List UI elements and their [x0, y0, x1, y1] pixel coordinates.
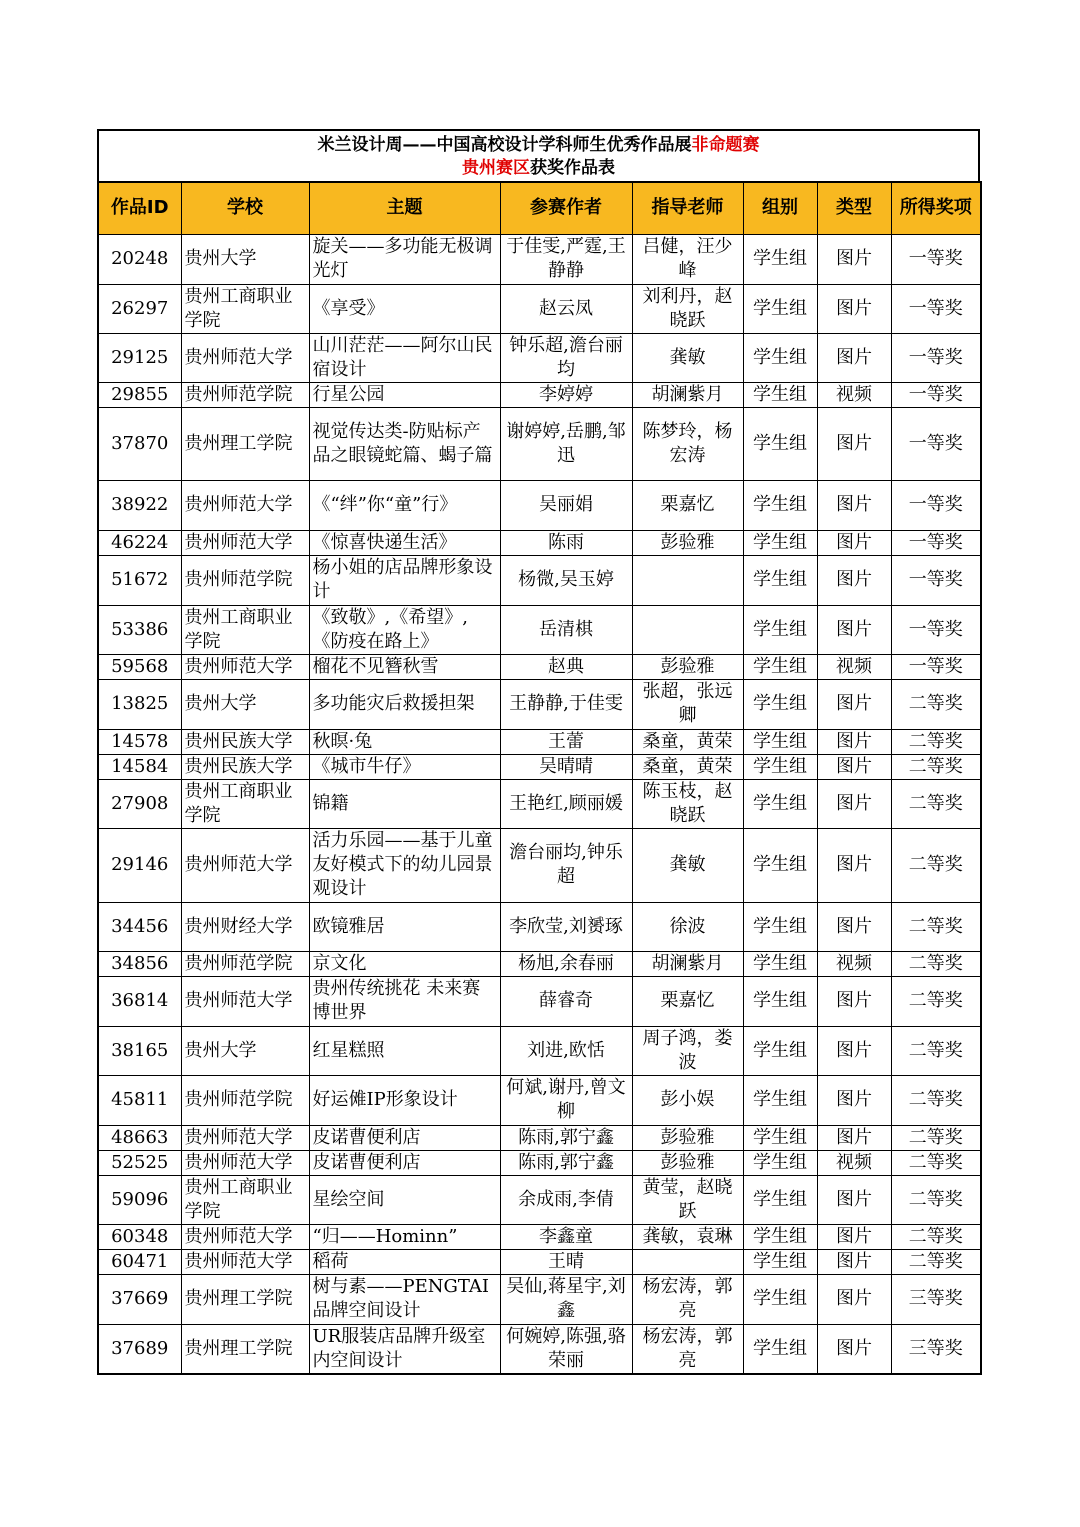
cell-school: 贵州工商职业学院	[181, 284, 309, 333]
cell-type: 图片	[817, 729, 891, 754]
cell-id: 37689	[98, 1324, 181, 1374]
cell-award: 二等奖	[891, 679, 981, 729]
cell-type: 图片	[817, 1224, 891, 1249]
cell-school: 贵州师范学院	[181, 382, 309, 407]
cell-authors: 澹台丽均,钟乐超	[500, 828, 632, 902]
cell-theme: 锦籍	[309, 779, 500, 828]
cell-type: 图片	[817, 1026, 891, 1075]
cell-type: 图片	[817, 333, 891, 382]
cell-teacher: 栗嘉忆	[632, 976, 743, 1026]
table-row	[98, 1274, 981, 1324]
award-table	[97, 181, 982, 1375]
cell-award: 二等奖	[891, 1075, 981, 1125]
cell-id: 38165	[98, 1026, 181, 1075]
cell-school: 贵州大学	[181, 679, 309, 729]
cell-award: 二等奖	[891, 1150, 981, 1175]
cell-authors: 何斌,谢丹,曾文柳	[500, 1075, 632, 1125]
cell-teacher: 彭验雅	[632, 1125, 743, 1150]
cell-award: 二等奖	[891, 754, 981, 779]
cell-theme: 秋暝·兔	[309, 729, 500, 754]
cell-group: 学生组	[743, 382, 817, 407]
cell-theme: 《惊喜快递生活》	[309, 530, 500, 555]
cell-teacher: 陈玉枝，赵晓跃	[632, 779, 743, 828]
cell-teacher: 彭验雅	[632, 654, 743, 679]
cell-school: 贵州师范学院	[181, 555, 309, 605]
cell-group: 学生组	[743, 679, 817, 729]
cell-award: 一等奖	[891, 382, 981, 407]
cell-authors: 赵云凤	[500, 284, 632, 333]
cell-theme: 《享受》	[309, 284, 500, 333]
cell-group: 学生组	[743, 234, 817, 284]
cell-teacher: 胡澜紫月	[632, 951, 743, 976]
cell-teacher: 胡澜紫月	[632, 382, 743, 407]
cell-type: 图片	[817, 1324, 891, 1374]
cell-type: 图片	[817, 1075, 891, 1125]
title-suffix: 获奖作品表	[530, 158, 615, 178]
cell-award: 一等奖	[891, 530, 981, 555]
cell-authors: 李婷婷	[500, 382, 632, 407]
cell-award: 一等奖	[891, 234, 981, 284]
cell-theme: 树与素——PENGTAI品牌空间设计	[309, 1274, 500, 1324]
cell-theme: 好运傩IP形象设计	[309, 1075, 500, 1125]
cell-id: 51672	[98, 555, 181, 605]
cell-award: 三等奖	[891, 1274, 981, 1324]
cell-school: 贵州工商职业学院	[181, 605, 309, 654]
region-highlight: 贵州赛区	[462, 158, 530, 178]
cell-teacher	[632, 555, 743, 605]
cell-authors: 陈雨,郭宁鑫	[500, 1150, 632, 1175]
cell-school: 贵州师范大学	[181, 530, 309, 555]
col-header-teacher: 指导老师	[632, 182, 743, 234]
cell-authors: 杨微,吴玉婷	[500, 555, 632, 605]
cell-id: 59096	[98, 1175, 181, 1224]
cell-group: 学生组	[743, 1125, 817, 1150]
cell-school: 贵州财经大学	[181, 902, 309, 951]
cell-type: 视频	[817, 382, 891, 407]
cell-award: 二等奖	[891, 1224, 981, 1249]
cell-theme: 欧镜雅居	[309, 902, 500, 951]
cell-award: 二等奖	[891, 1249, 981, 1274]
cell-type: 图片	[817, 555, 891, 605]
cell-id: 34456	[98, 902, 181, 951]
cell-group: 学生组	[743, 729, 817, 754]
cell-theme: 红星糕照	[309, 1026, 500, 1075]
cell-school: 贵州师范大学	[181, 1125, 309, 1150]
cell-id: 13825	[98, 679, 181, 729]
cell-authors: 王晴	[500, 1249, 632, 1274]
cell-teacher	[632, 605, 743, 654]
cell-teacher: 张超，张远卿	[632, 679, 743, 729]
cell-id: 26297	[98, 284, 181, 333]
cell-id: 14584	[98, 754, 181, 779]
cell-authors: 吴仙,蒋星宇,刘鑫	[500, 1274, 632, 1324]
table-row	[98, 679, 981, 729]
col-header-theme: 主题	[309, 182, 500, 234]
cell-type: 图片	[817, 754, 891, 779]
cell-school: 贵州民族大学	[181, 729, 309, 754]
cell-type: 图片	[817, 976, 891, 1026]
cell-theme: 《城市牛仔》	[309, 754, 500, 779]
title-line-1	[99, 134, 978, 157]
cell-group: 学生组	[743, 480, 817, 530]
cell-group: 学生组	[743, 1274, 817, 1324]
cell-id: 59568	[98, 654, 181, 679]
cell-authors: 刘进,欧恬	[500, 1026, 632, 1075]
cell-authors: 李鑫童	[500, 1224, 632, 1249]
cell-school: 贵州师范大学	[181, 1224, 309, 1249]
cell-theme: 《“绊”你“童”行》	[309, 480, 500, 530]
col-header-authors: 参赛作者	[500, 182, 632, 234]
header-row	[98, 182, 981, 234]
cell-type: 图片	[817, 284, 891, 333]
cell-id: 60471	[98, 1249, 181, 1274]
cell-award: 二等奖	[891, 1026, 981, 1075]
cell-award: 一等奖	[891, 480, 981, 530]
cell-school: 贵州师范大学	[181, 333, 309, 382]
cell-type: 图片	[817, 779, 891, 828]
cell-type: 图片	[817, 1175, 891, 1224]
cell-id: 29855	[98, 382, 181, 407]
cell-award: 一等奖	[891, 654, 981, 679]
cell-award: 一等奖	[891, 407, 981, 480]
cell-teacher: 黄莹，赵晓跃	[632, 1175, 743, 1224]
cell-authors: 何婉婷,陈强,骆荣丽	[500, 1324, 632, 1374]
cell-teacher: 徐波	[632, 902, 743, 951]
cell-id: 52525	[98, 1150, 181, 1175]
col-header-id: 作品ID	[98, 182, 181, 234]
cell-award: 二等奖	[891, 828, 981, 902]
cell-authors: 余成雨,李倩	[500, 1175, 632, 1224]
cell-teacher: 周子鸿，娄波	[632, 1026, 743, 1075]
cell-theme: 旋关——多功能无极调光灯	[309, 234, 500, 284]
cell-school: 贵州大学	[181, 1026, 309, 1075]
cell-id: 34856	[98, 951, 181, 976]
table-row	[98, 333, 981, 382]
table-row	[98, 779, 981, 828]
cell-group: 学生组	[743, 654, 817, 679]
title-highlight: 非命题赛	[691, 135, 760, 155]
table-row	[98, 284, 981, 333]
cell-theme: 榴花不见簪秋雪	[309, 654, 500, 679]
cell-award: 二等奖	[891, 1175, 981, 1224]
cell-teacher: 龚敏	[632, 333, 743, 382]
cell-school: 贵州大学	[181, 234, 309, 284]
cell-group: 学生组	[743, 976, 817, 1026]
cell-award: 二等奖	[891, 1125, 981, 1150]
cell-authors: 陈雨	[500, 530, 632, 555]
cell-teacher: 彭验雅	[632, 530, 743, 555]
cell-group: 学生组	[743, 1175, 817, 1224]
award-sheet	[97, 129, 980, 1375]
cell-group: 学生组	[743, 1324, 817, 1374]
cell-id: 53386	[98, 605, 181, 654]
cell-teacher: 彭小娱	[632, 1075, 743, 1125]
cell-school: 贵州师范大学	[181, 1150, 309, 1175]
cell-group: 学生组	[743, 828, 817, 902]
cell-teacher: 桑童，黄荣	[632, 754, 743, 779]
table-row	[98, 1075, 981, 1125]
cell-theme: 皮诺曹便利店	[309, 1150, 500, 1175]
cell-theme: 山川茫茫——阿尔山民宿设计	[309, 333, 500, 382]
cell-group: 学生组	[743, 779, 817, 828]
table-row	[98, 1150, 981, 1175]
cell-award: 二等奖	[891, 779, 981, 828]
cell-teacher: 杨宏涛，郭亮	[632, 1274, 743, 1324]
cell-type: 图片	[817, 480, 891, 530]
table-row	[98, 654, 981, 679]
cell-authors: 杨旭,余春丽	[500, 951, 632, 976]
cell-authors: 李欣莹,刘赟琢	[500, 902, 632, 951]
cell-type: 视频	[817, 1150, 891, 1175]
cell-id: 36814	[98, 976, 181, 1026]
cell-award: 三等奖	[891, 1324, 981, 1374]
table-row	[98, 1249, 981, 1274]
cell-authors: 钟乐超,澹台丽均	[500, 333, 632, 382]
cell-award: 一等奖	[891, 333, 981, 382]
cell-type: 图片	[817, 679, 891, 729]
cell-id: 38922	[98, 480, 181, 530]
cell-group: 学生组	[743, 407, 817, 480]
cell-award: 二等奖	[891, 902, 981, 951]
cell-authors: 于佳雯,严霆,王静静	[500, 234, 632, 284]
table-row	[98, 1324, 981, 1374]
table-body	[98, 234, 981, 1374]
cell-school: 贵州师范大学	[181, 480, 309, 530]
cell-type: 图片	[817, 828, 891, 902]
cell-school: 贵州师范大学	[181, 828, 309, 902]
cell-theme: 视觉传达类-防贴标产品之眼镜蛇篇、蝎子篇	[309, 407, 500, 480]
cell-school: 贵州工商职业学院	[181, 1175, 309, 1224]
cell-teacher: 桑童，黄荣	[632, 729, 743, 754]
cell-id: 37669	[98, 1274, 181, 1324]
title-text: 米兰设计周——中国高校设计学科师生优秀作品展	[317, 135, 692, 155]
cell-group: 学生组	[743, 1150, 817, 1175]
table-row	[98, 1224, 981, 1249]
cell-type: 视频	[817, 654, 891, 679]
cell-type: 图片	[817, 1249, 891, 1274]
cell-award: 二等奖	[891, 951, 981, 976]
cell-teacher: 龚敏，袁琳	[632, 1224, 743, 1249]
cell-group: 学生组	[743, 1224, 817, 1249]
cell-authors: 岳清棋	[500, 605, 632, 654]
cell-award: 一等奖	[891, 605, 981, 654]
cell-school: 贵州师范学院	[181, 1075, 309, 1125]
cell-theme: “归——Hominn”	[309, 1224, 500, 1249]
cell-group: 学生组	[743, 1249, 817, 1274]
cell-school: 贵州师范学院	[181, 951, 309, 976]
cell-group: 学生组	[743, 902, 817, 951]
cell-school: 贵州理工学院	[181, 1274, 309, 1324]
cell-teacher: 栗嘉忆	[632, 480, 743, 530]
table-row	[98, 234, 981, 284]
cell-group: 学生组	[743, 284, 817, 333]
cell-school: 贵州理工学院	[181, 1324, 309, 1374]
cell-type: 图片	[817, 407, 891, 480]
cell-school: 贵州师范大学	[181, 1249, 309, 1274]
cell-type: 图片	[817, 234, 891, 284]
table-row	[98, 754, 981, 779]
cell-id: 27908	[98, 779, 181, 828]
cell-school: 贵州师范大学	[181, 976, 309, 1026]
cell-theme: 皮诺曹便利店	[309, 1125, 500, 1150]
cell-group: 学生组	[743, 951, 817, 976]
cell-school: 贵州民族大学	[181, 754, 309, 779]
cell-teacher	[632, 1249, 743, 1274]
cell-id: 46224	[98, 530, 181, 555]
table-row	[98, 1125, 981, 1150]
cell-school: 贵州工商职业学院	[181, 779, 309, 828]
cell-authors: 王艳红,顾丽媛	[500, 779, 632, 828]
cell-id: 14578	[98, 729, 181, 754]
cell-group: 学生组	[743, 605, 817, 654]
table-row	[98, 976, 981, 1026]
cell-id: 20248	[98, 234, 181, 284]
cell-id: 60348	[98, 1224, 181, 1249]
table-row	[98, 480, 981, 530]
table-row	[98, 951, 981, 976]
cell-authors: 吴晴晴	[500, 754, 632, 779]
cell-theme: 稻荷	[309, 1249, 500, 1274]
title-line-2	[99, 157, 978, 180]
cell-teacher: 龚敏	[632, 828, 743, 902]
cell-award: 一等奖	[891, 555, 981, 605]
table-row	[98, 1026, 981, 1075]
table-row	[98, 407, 981, 480]
table-title	[97, 129, 980, 181]
cell-type: 视频	[817, 951, 891, 976]
table-row	[98, 902, 981, 951]
table-row	[98, 555, 981, 605]
cell-theme: 京文化	[309, 951, 500, 976]
table-row	[98, 729, 981, 754]
col-header-type: 类型	[817, 182, 891, 234]
cell-award: 二等奖	[891, 976, 981, 1026]
cell-id: 45811	[98, 1075, 181, 1125]
cell-teacher: 陈梦玲，杨宏涛	[632, 407, 743, 480]
cell-type: 图片	[817, 605, 891, 654]
cell-teacher: 杨宏涛，郭亮	[632, 1324, 743, 1374]
cell-theme: 星绘空间	[309, 1175, 500, 1224]
table-row	[98, 605, 981, 654]
cell-theme: 《致敬》,《希望》,《防疫在路上》	[309, 605, 500, 654]
cell-teacher: 彭验雅	[632, 1150, 743, 1175]
cell-authors: 陈雨,郭宁鑫	[500, 1125, 632, 1150]
cell-group: 学生组	[743, 1026, 817, 1075]
cell-authors: 王蕾	[500, 729, 632, 754]
cell-group: 学生组	[743, 754, 817, 779]
cell-group: 学生组	[743, 530, 817, 555]
cell-type: 图片	[817, 530, 891, 555]
table-row	[98, 828, 981, 902]
cell-type: 图片	[817, 902, 891, 951]
cell-award: 一等奖	[891, 284, 981, 333]
cell-theme: 活力乐园——基于儿童友好模式下的幼儿园景观设计	[309, 828, 500, 902]
cell-theme: 杨小姐的店品牌形象设计	[309, 555, 500, 605]
cell-theme: 行星公园	[309, 382, 500, 407]
table-row	[98, 382, 981, 407]
cell-group: 学生组	[743, 555, 817, 605]
cell-theme: UR服装店品牌升级室内空间设计	[309, 1324, 500, 1374]
cell-id: 29125	[98, 333, 181, 382]
cell-school: 贵州理工学院	[181, 407, 309, 480]
cell-id: 37870	[98, 407, 181, 480]
col-header-group: 组别	[743, 182, 817, 234]
cell-school: 贵州师范大学	[181, 654, 309, 679]
cell-type: 图片	[817, 1125, 891, 1150]
table-row	[98, 1175, 981, 1224]
cell-authors: 薛睿奇	[500, 976, 632, 1026]
cell-id: 48663	[98, 1125, 181, 1150]
table-row	[98, 530, 981, 555]
cell-theme: 贵州传统挑花 未来赛博世界	[309, 976, 500, 1026]
cell-authors: 赵典	[500, 654, 632, 679]
col-header-award: 所得奖项	[891, 182, 981, 234]
cell-teacher: 吕健，汪少峰	[632, 234, 743, 284]
cell-teacher: 刘利丹，赵晓跃	[632, 284, 743, 333]
cell-id: 29146	[98, 828, 181, 902]
cell-authors: 谢婷婷,岳鹏,邹迅	[500, 407, 632, 480]
cell-authors: 吴丽娟	[500, 480, 632, 530]
cell-authors: 王静静,于佳雯	[500, 679, 632, 729]
cell-group: 学生组	[743, 1075, 817, 1125]
col-header-school: 学校	[181, 182, 309, 234]
cell-group: 学生组	[743, 333, 817, 382]
cell-type: 图片	[817, 1274, 891, 1324]
cell-award: 二等奖	[891, 729, 981, 754]
cell-theme: 多功能灾后救援担架	[309, 679, 500, 729]
